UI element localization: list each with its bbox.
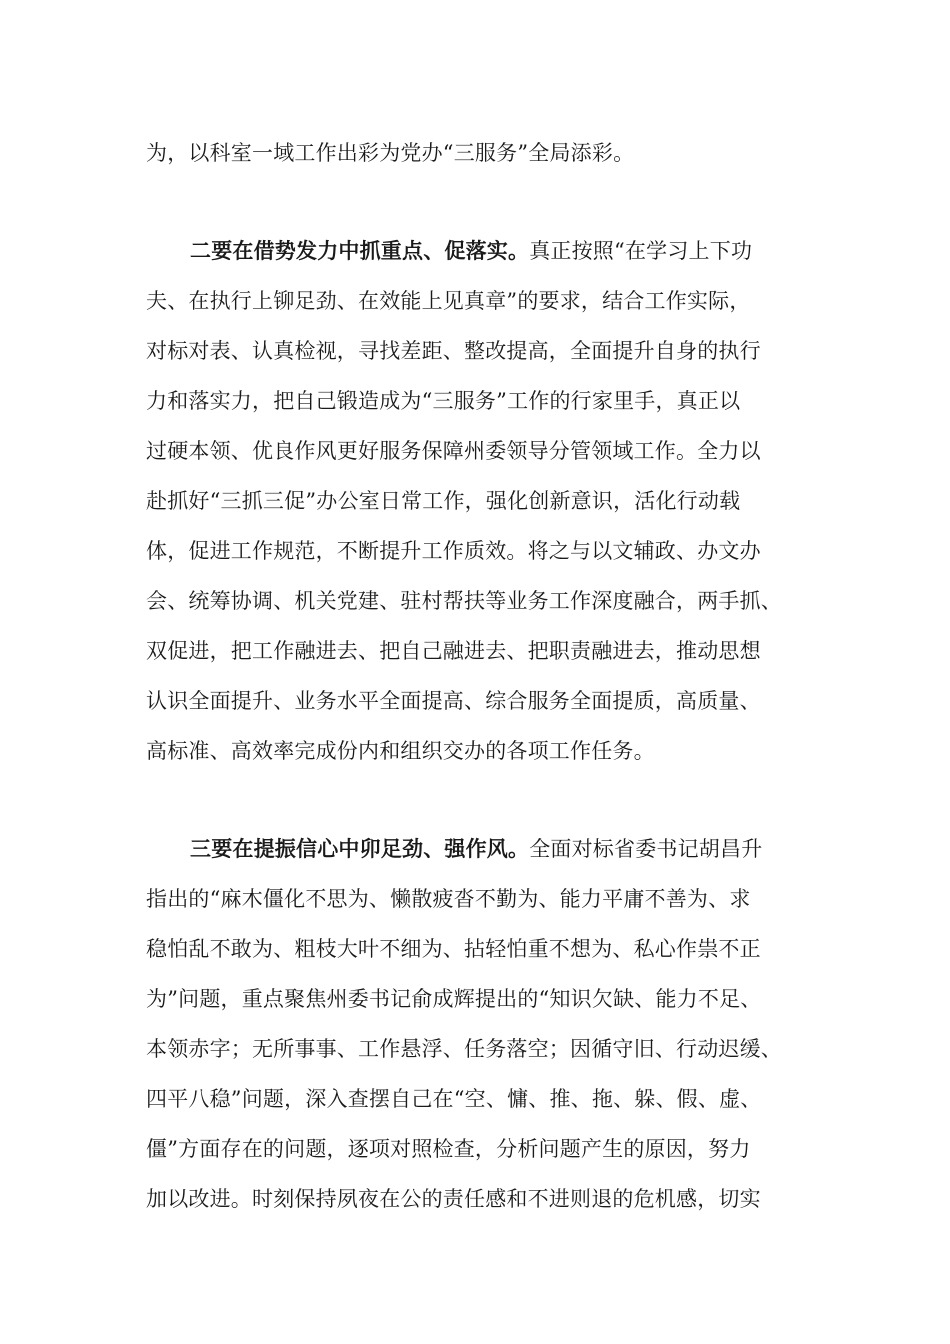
paragraph-line: 高标准、高效率完成份内和组织交办的各项工作任务。 bbox=[146, 739, 655, 763]
paragraph-line: 体，促进工作规范，不断提升工作质效。将之与以文辅政、办文办 bbox=[146, 539, 761, 563]
paragraph-line: 加以改进。时刻保持夙夜在公的责任感和不进则退的危机感，切实 bbox=[146, 1187, 761, 1211]
paragraph-line: 指出的“麻木僵化不思为、懒散疲沓不勤为、能力平庸不善为、求 bbox=[146, 887, 751, 911]
paragraph-first-line-text: 真正按照“在学习上下功 bbox=[529, 239, 753, 263]
paragraph-lead-heading: 三要在提振信心中卯足劲、强作风。 bbox=[190, 836, 530, 861]
paragraph-line: 认识全面提升、业务水平全面提高、综合服务全面提质，高质量、 bbox=[146, 689, 761, 713]
carryover-line: 为，以科室一域工作出彩为党办“三服务”全局添彩。 bbox=[146, 141, 635, 165]
paragraph-line: 过硬本领、优良作风更好服务保障州委领导分管领域工作。全力以 bbox=[146, 439, 761, 463]
paragraph-line: 双促进，把工作融进去、把自己融进去、把职责融进去，推动思想 bbox=[146, 639, 761, 663]
paragraph-line: 为”问题，重点聚焦州委书记俞成辉提出的“知识欠缺、能力不足、 bbox=[146, 987, 762, 1011]
paragraph-line: 僵”方面存在的问题，逐项对照检查，分析问题产生的原因，努力 bbox=[146, 1137, 751, 1161]
paragraph-lead-heading: 二要在借势发力中抓重点、促落实。 bbox=[190, 238, 530, 263]
paragraph-first-line bbox=[190, 834, 826, 864]
paragraph-line: 夫、在执行上铆足劲、在效能上见真章”的要求，结合工作实际， bbox=[146, 289, 751, 313]
paragraph-line: 稳怕乱不敢为、粗枝大叶不细为、拈轻怕重不想为、私心作祟不正 bbox=[146, 937, 761, 961]
paragraph-line: 赴抓好“三抓三促”办公室日常工作，强化创新意识，活化行动载 bbox=[146, 489, 741, 513]
paragraph-first-line bbox=[190, 236, 826, 266]
paragraph-first-line-text: 全面对标省委书记胡昌升 bbox=[529, 837, 763, 861]
paragraph-line: 力和落实力，把自己锻造成为“三服务”工作的行家里手，真正以 bbox=[146, 389, 741, 413]
paragraph-line: 本领赤字；无所事事、工作悬浮、任务落空；因循守旧、行动迟缓、 bbox=[146, 1037, 782, 1061]
paragraph-line: 会、统筹协调、机关党建、驻村帮扶等业务工作深度融合，两手抓、 bbox=[146, 589, 782, 613]
paragraph-line: 对标对表、认真检视，寻找差距、整改提高，全面提升自身的执行 bbox=[146, 339, 761, 363]
paragraph-line: 四平八稳”问题，深入查摆自己在“空、慵、推、拖、躲、假、虚、 bbox=[146, 1087, 762, 1111]
